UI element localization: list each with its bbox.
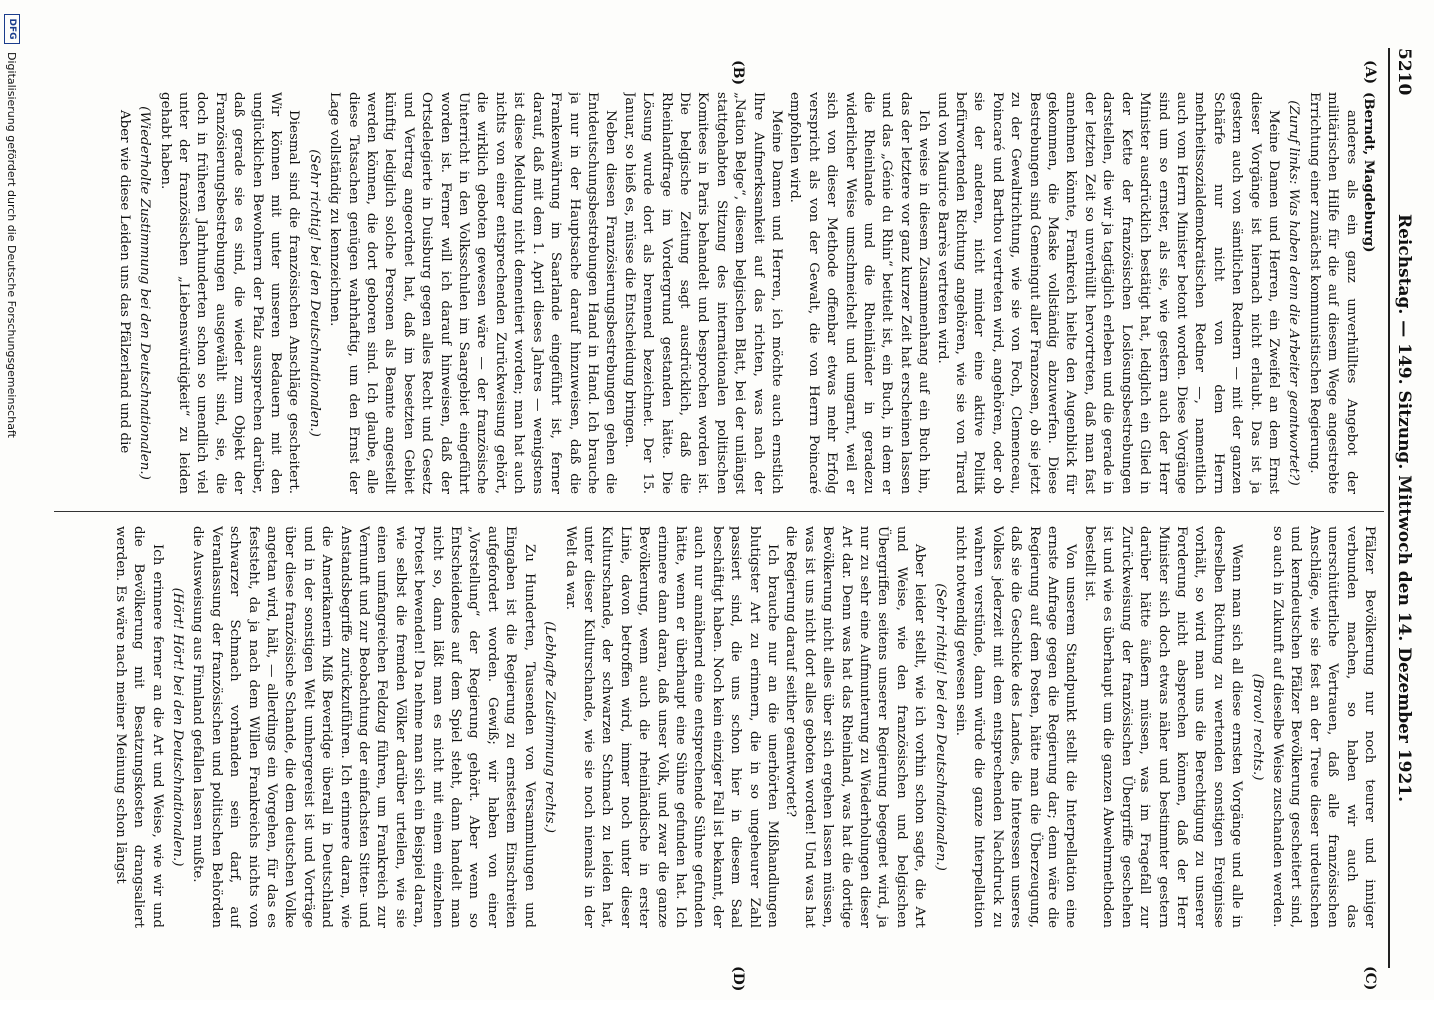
paragraph: Aber wie diese Leiden uns das Pfälzerland und die xyxy=(116,110,132,454)
left-text-column xyxy=(58,92,1378,494)
paragraph: Ich erinnere ferner an die Art und Weise, wie wir und die Bevölkerung mit Besatzungskosten drangsaliert werden. Es wäre nach meiner Meinung schon längst xyxy=(112,526,165,928)
paragraph: Meine Damen und Herren, ich möchte auch ernstlich Ihre Aufmerksamkeit auf das richten, was nach der „Nation Belge“, diesem belgischen Blatt, bei der unlängst stattgehabten Sitzung des internationalen politischen Komitees in Paris behandelt und besprochen worden ist. Die belgische Zeitung sagt ausdrücklich, daß die Rheinlandfrage im Vordergrund gestanden hätte. Die Lösung wurde dort als brennend bezeichnet. Der 15. Januar, so hieß es, müsse die Entscheidung bringen. xyxy=(621,92,784,494)
column-divider xyxy=(54,511,1384,512)
paragraph: Von unserem Standpunkt stellt die Interpellation eine ernste Anfrage gegen die Regierung dar; denn wäre die Regierung auf dem Posten, hätte man die Überzeugung, daß sie die Geschicke des Landes, die Interessen unseres Volkes jederzeit mit dem entsprechenden Nachdruck zu wahren verstünde, dann würde die ganze Interpellation nicht notwendig gewesen sein. xyxy=(953,526,1079,928)
margin-mark-a: (A) xyxy=(1362,60,1378,85)
credit-text: Digitalisierung gefördert durch die Deutsche Forschungsgemeinschaft xyxy=(5,52,19,438)
interjection: (Hört! Hört! bei den Deutschnationalen.) xyxy=(170,587,185,867)
dfg-logo-icon: DFG xyxy=(4,14,20,44)
paragraph: Zu Hunderten, Tausenden von Versammlungen und Eingaben ist die Regierung zu ernstestem Einschreiten aufgefordert worden. Gewiß; wir haben von einer „Vorstellung“ der Regierung gehört. Aber wenn so Entscheidendes auf dem Spiel steht, dann handelt man nicht so, dann läßt man es nicht mit einem einzelnen Protest bewenden! Da nehme man sich ein Beispiel daran, wie selbst die fremden Völker darüber urteilen, wie sie einen umfangreichen Feldzug führen, um Frankreich zur Vernunft und zur Beobachtung der einfachsten Sitten- und Anstandsbegriffe zurückzuführen. Ich erinnere daran, wie die Amerikanerin Miß Beveridge überall in Deutschland und in der sonstigen Welt umhergereist ist und Vorträge über diese französische Schande, die dem deutschen Volke angetan wird, hält, — allerdings ein Vorgehen, für das es feststeht, da ja nach dem Willen Frankreichs nichts von schwarzer Schmach vorhanden sein darf, auf Veranlassung der französischen und politischen Behörden die Ausweisung aus Finnland gefallen lassen mußte. xyxy=(190,526,537,928)
paragraph: Aber leider stellt, wie ich vorhin schon sagte, die Art und Weise, wie den französischen und belgischen Übergriffen seitens unserer Regierung begegnet wird, ja nur zu sehr eine Aufmunterung zu Wiederholungen dieser Art dar. Denn was hat das Rheinland, was hat die dortige Bevölkerung nicht alles über sich ergehen lassen müssen, was ist uns nicht dort alles geboten worden! Und was hat die Regierung darauf seither geantwortet? xyxy=(783,526,928,928)
paragraph: Pfälzer Bevölkerung nur noch teurer und inniger verbunden machen, so haben wir auch das unerschütterliche Vertrauen, daß alle französischen Anschläge, wie sie fest an der Treue dieser urdeutschen und kerndeutschen Pfälzer Bevölkerung gescheitert sind, so auch in Zukunft auf dieselbe Weise zuschanden werden. xyxy=(1269,526,1377,928)
margin-mark-c: (C) xyxy=(1362,966,1378,991)
interjection: (Bravo! rechts.) xyxy=(1249,673,1265,781)
paragraph: Ich weise in diesem Zusammenhang auf ein Buch hin, das der letztere vor ganz kurzer Zeit hat erscheinen lassen und das „Génie du Rhin“ betitelt ist, ein Buch, in dem er die Rheinlande und die Rheinländer in geradezu widerlicher Weise umschmeichelt und umgarnt, weil er sich von dieser Methode offenbar etwas mehr Erfolg verspricht als von der Gewalt, die von Herrn Poincaré empfohlen wird. xyxy=(787,92,932,494)
paragraph: Meine Damen und Herren, ein Zweifel an dem Ernst dieser Vorgänge ist hiernach nicht erlaubt. Das ist ja gestern auch von sämtlichen Rednern — mit der ganzen Schärfe nur nicht von dem Herrn mehrheitssozialdemokratischen Redner —, namentlich auch vom Herrn Minister betont worden. Diese Vorgänge sind um so ernster, als sie, wie gestern auch der Herr Minister ausdrücklich bestätigt hat, lediglich ein Glied in der Kette der französischen Loslösungsbestrebungen darstellen, die wir ja tagtäglich erleben und die gerade in der letzten Zeit so unverhüllt hervortreten, daß man fast annehmen könnte, Frankreich hielte den Augenblick für gekommen, die Maske vollständig abzuwerfen. Diese Bestrebungen sind Gemeingut aller Franzosen, ob sie jetzt zu der Gewaltrichtung, wie sie von Foch, Clemenceau, Poincaré und Barthou vertreten wird, angehören, oder ob sie der anderen, nicht minder eine aktive Politik befürwortenden Richtung angehören, wie sie von Tirard und von Maurice Barrès vertreten wird. xyxy=(934,92,1281,494)
margin-mark-b: (B) xyxy=(730,60,746,86)
interjection: (Wiederholte Zustimmung bei den Deutschnationalen.) xyxy=(137,106,153,480)
paragraph: anderes als ein ganz unverhülltes Angebot der militärischen Hilfe für die auf diesem Wege angestrebte Errichtung einer zunächst kommunistischen Regierung. xyxy=(1306,92,1359,494)
page-number: 5210 xyxy=(1394,48,1414,96)
interjection: (Zuruf links: Was haben denn die Arbeiter geantwortet?) xyxy=(1286,100,1302,486)
interjection: (Sehr richtig! bei den Deutschnationalen.) xyxy=(306,149,322,437)
digitization-credit xyxy=(0,0,24,1014)
interjection: (Sehr richtig! bei den Deutschnationalen.) xyxy=(932,583,948,871)
paragraph: Wenn man sich all diese ernsten Vorgänge und alle in derselben Richtung zu wertenden sonstigen Ereignisse vorhält, so wird man uns die Berechtigung zu unserer Forderung nicht absprechen können, daß der Herr Minister sich doch etwas näher und bestimmter gestern darüber hätte äußern müssen, was im Fragefall zur Zurückweisung der französischen Übergriffe geschehen ist und wie es überhaupt um die ganzen Abwehrmethoden bestellt ist. xyxy=(1081,526,1245,928)
right-column-body xyxy=(110,526,1378,928)
speaker-label: (Berndt, Magdeburg) xyxy=(1361,92,1377,253)
interjection: (Lebhafte Zustimmung rechts.) xyxy=(542,621,558,833)
page-header xyxy=(1388,48,1416,968)
paragraph: Ich brauche nur an die unerhörten Mißhandlungen blutigster Art zu erinnern, die in so ungeheurer Zahl passiert sind, die uns schon hier in diesem Saal beschäftigt haben. Noch kein einziger Fall ist bekannt, der auch nur annähernd eine entsprechende Sühne gefunden hätte, wenn er überhaupt eine Sühne gefunden hat. Ich erinnere dann daran, daß unser Volk, und zwar die ganze Bevölkerung, wenn auch die rheinländische in erster Linie, davon betroffen wird, immer noch unter dieser Kulturschande, der schwarzen Schmach zu leiden hat, unter dieser Kulturschande, wie sie noch niemals in der Welt da war. xyxy=(562,526,780,928)
right-text-column xyxy=(58,526,1378,928)
running-head: Reichstag. — 149. Sitzung. Mittwoch den 14. Dezember 1921. xyxy=(1394,213,1414,803)
left-column-body xyxy=(114,92,1359,494)
paragraph: Diesmal sind die französischen Anschläge gescheitert. Wir können mit unter unseren Bedauern mit den unglücklichen Bewohnern der Pfalz aussprechen darüber, daß gerade sie es sind, die wieder zum Objekt der Französierungsbestrebungen ausgewählt sind, sie, die doch in früheren Jahrhunderten schon so unendlich viel unter der französischen „Liebenswürdigkeit“ zu leiden gehabt haben. xyxy=(157,92,302,494)
paragraph: Neben diesen Französierungsbestrebungen gehen die Entdeutschungsbestrebungen Hand in Hand. Ich brauche ja nur in der Hauptsache darauf hinzuweisen, daß die Frankenwährung im Saarlande eingeführt ist, ferner darauf, daß mit dem 1. April dieses Jahres — wenigstens ist diese Meldung nicht dementiert worden; man hat auch nichts von einer entsprechenden Zurückweisung gehört, die wirklich geboten gewesen wäre — der französische Unterricht in den Volksschulen im Saargebiet eingeführt worden ist. Ferner will ich darauf hinweisen, daß der Ortsdelegierte in Duisburg gegen alles Recht und Gesetz und Vertrag angeordnet hat, daß im besetzten Gebiet künftig lediglich solche Personen als Beamte angestellt werden können, die dort geboren sind. Ich glaube, alle diese Tatsachen genügen wahrhaftig, um den Ernst der Lage vollständig zu kennzeichnen. xyxy=(327,92,619,494)
margin-mark-d: (D) xyxy=(730,966,746,992)
